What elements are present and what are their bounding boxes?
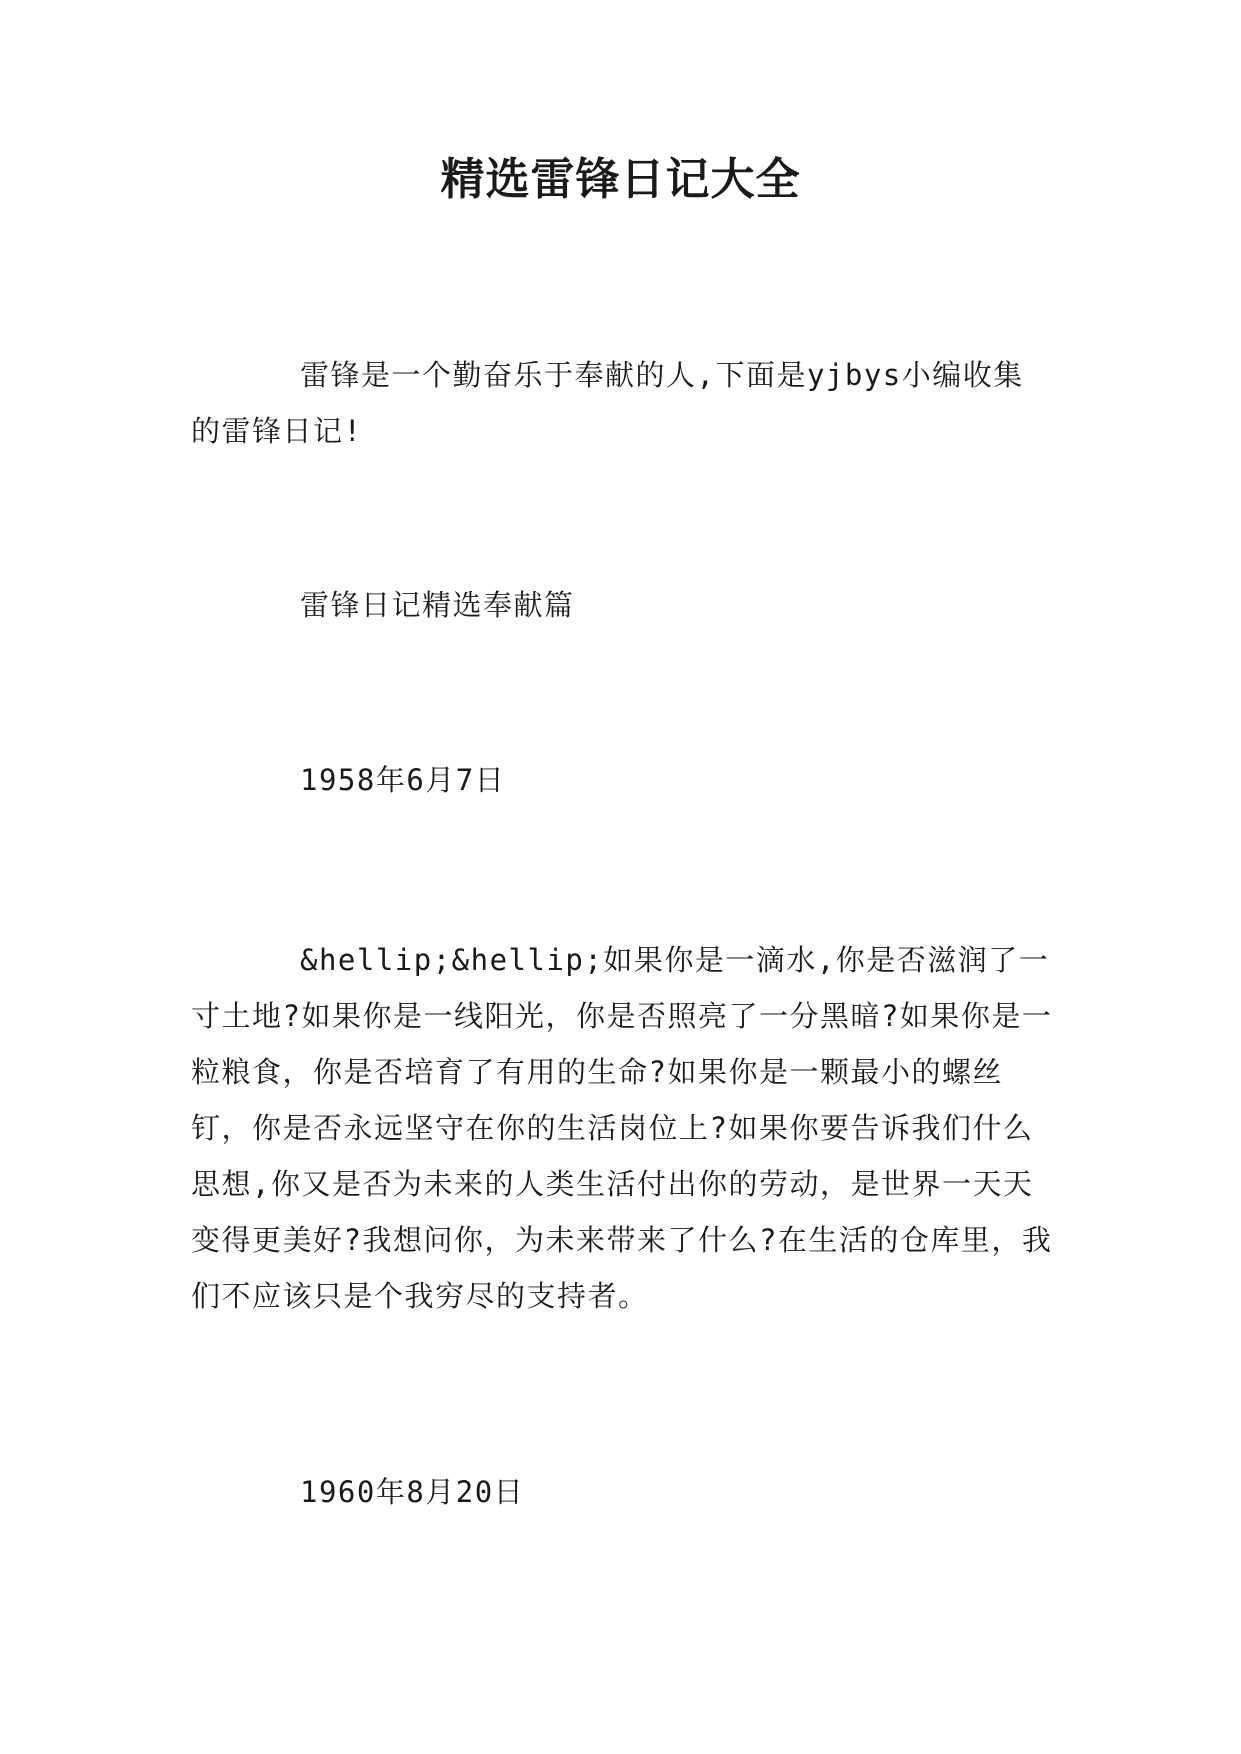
diary-entry-body: &hellip;&hellip;如果你是一滴水,你是否滋润了一寸土地?如果你是一线阳光，你是否照亮了一分黑暗?如果你是一粒粮食，你是否培育了有用的生命?如果你是一颗最小的螺丝钉，你是否永远坚守在你的生活岗位上?如果你要告诉我们什么思想,你又是否为未来的人类生活付出你的劳动，是世界一天天变得更美好?我想问你，为未来带来了什么?在生活的仓库里，我们不应该只是个我穷尽的支持者。 xyxy=(191,943,1053,1313)
document-title: 精选雷锋日记大全 xyxy=(440,154,801,205)
section-heading: 雷锋日记精选奉献篇 xyxy=(300,588,575,622)
intro-paragraph: 雷锋是一个勤奋乐于奉献的人,下面是yjbys小编收集的雷锋日记! xyxy=(191,358,1024,448)
diary-date-1: 1958年6月7日 xyxy=(300,763,506,797)
diary-date-2: 1960年8月20日 xyxy=(300,1475,525,1509)
